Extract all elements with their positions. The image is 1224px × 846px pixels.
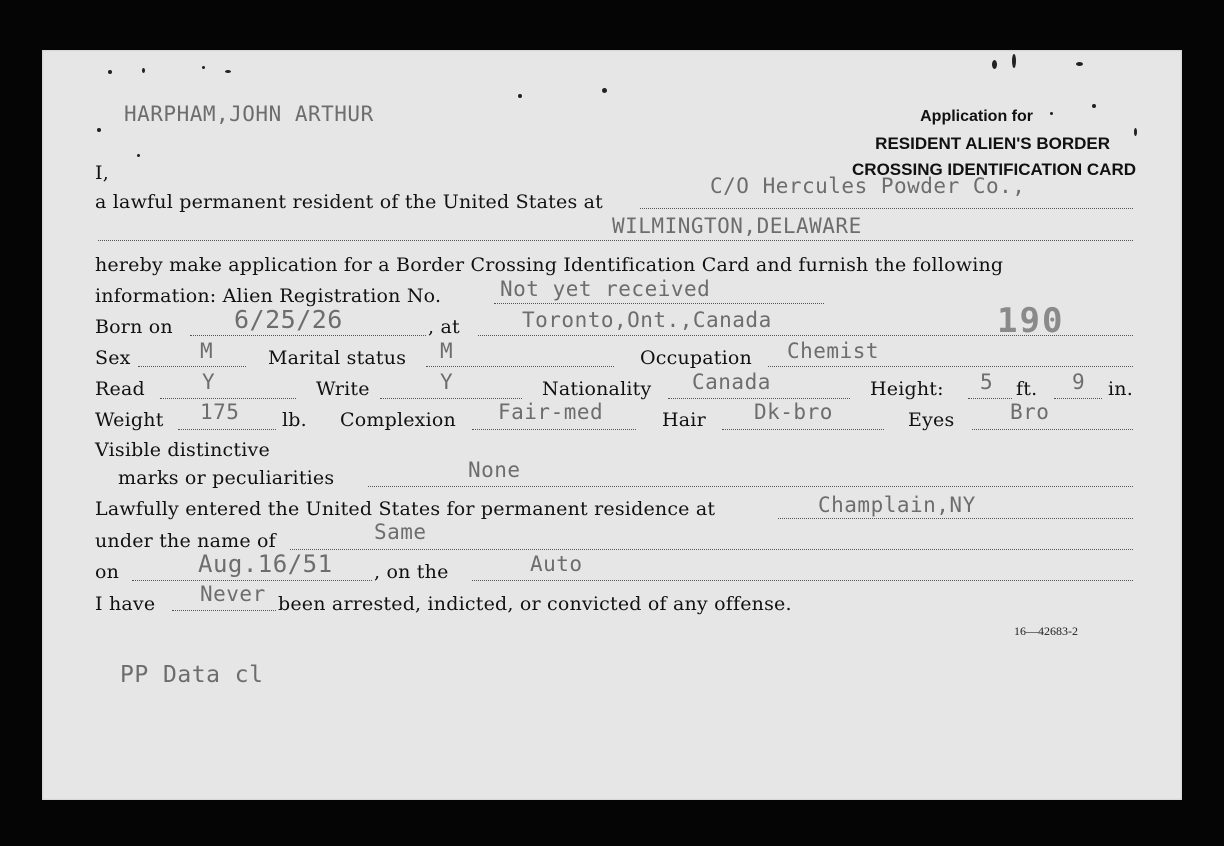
label-marital-status: Marital status <box>268 347 407 369</box>
entry-name-rule <box>290 549 1133 550</box>
sex-value: M <box>200 339 214 363</box>
entry-mode: Auto <box>530 552 583 576</box>
scan-speck <box>137 154 140 157</box>
scan-speck <box>225 70 231 73</box>
write-rule <box>380 398 522 399</box>
label-resident-at: a lawful permanent resident of the United States at <box>95 191 604 213</box>
write-value: Y <box>440 370 454 394</box>
nationality-rule <box>668 398 850 399</box>
complexion-value: Fair-med <box>498 400 604 424</box>
label-i-have: I have <box>95 593 156 615</box>
stamp-number: 190 <box>997 301 1065 341</box>
occupation-rule <box>768 366 1133 367</box>
entry-name: Same <box>374 520 427 544</box>
address-line-1: C/O Hercules Powder Co., <box>710 174 1026 198</box>
birth-date-rule <box>190 335 426 336</box>
complexion-rule <box>472 429 636 430</box>
birth-date: 6/25/26 <box>234 305 343 334</box>
scan-speck <box>142 68 145 73</box>
header-line-2: RESIDENT ALIEN'S BORDER <box>875 134 1110 153</box>
height-inches: 9 <box>1072 370 1086 394</box>
scan-speck <box>1134 128 1137 136</box>
label-hereby: hereby make application for a Border Crossing Identification Card and furnish the following <box>95 254 1004 276</box>
applicant-name: HARPHAM,JOHN ARTHUR <box>124 102 374 126</box>
label-lb: lb. <box>282 409 307 431</box>
eyes-rule <box>972 429 1133 430</box>
label-under-name: under the name of <box>95 530 276 552</box>
label-born-on: Born on <box>95 316 173 338</box>
entry-place: Champlain,NY <box>818 493 976 517</box>
sex-rule <box>138 366 246 367</box>
read-value: Y <box>202 370 216 394</box>
weight-value: 175 <box>200 400 240 424</box>
label-height: Height: <box>870 378 944 400</box>
entry-place-rule <box>778 518 1133 519</box>
height-inches-rule <box>1054 398 1102 399</box>
form-number: 16—42683-2 <box>1014 624 1078 638</box>
occupation-value: Chemist <box>787 339 880 363</box>
scan-speck <box>518 94 522 98</box>
label-information: information: Alien Registration No. <box>95 285 442 307</box>
label-offense: been arrested, indicted, or convicted of any offense. <box>278 593 792 615</box>
scan-speck <box>202 66 205 69</box>
alien-registration-number: Not yet received <box>500 277 711 301</box>
label-write: Write <box>316 378 370 400</box>
address-line-2: WILMINGTON,DELAWARE <box>612 214 862 238</box>
label-nationality: Nationality <box>542 378 652 400</box>
scan-speck <box>97 128 101 132</box>
label-eyes: Eyes <box>908 409 955 431</box>
alien-registration-rule <box>494 303 824 304</box>
scan-speck <box>1050 112 1053 115</box>
label-i: I, <box>95 162 109 184</box>
label-complexion: Complexion <box>340 409 456 431</box>
marital-status-rule <box>426 366 614 367</box>
header-line-3: CROSSING IDENTIFICATION CARD <box>852 160 1136 179</box>
label-on: on <box>95 561 120 583</box>
nationality-value: Canada <box>692 370 771 394</box>
label-on-the: , on the <box>374 561 449 583</box>
eyes-value: Bro <box>1010 400 1050 424</box>
marks-value: None <box>468 458 521 482</box>
application-card <box>42 50 1182 800</box>
height-feet: 5 <box>980 370 994 394</box>
header-line-1: Application for <box>920 108 1033 125</box>
entry-mode-rule <box>472 580 1133 581</box>
label-sex: Sex <box>95 347 131 369</box>
label-occupation: Occupation <box>640 347 752 369</box>
scan-speck <box>108 70 112 74</box>
label-marks-peculiarities: marks or peculiarities <box>118 467 335 489</box>
label-hair: Hair <box>662 409 706 431</box>
read-rule <box>160 398 296 399</box>
birth-place: Toronto,Ont.,Canada <box>522 308 772 332</box>
address-line-1-rule <box>640 208 1133 209</box>
bottom-note: PP Data cl <box>120 662 264 688</box>
label-at: , at <box>428 316 460 338</box>
label-in: in. <box>1108 378 1133 400</box>
scan-speck <box>1092 104 1096 108</box>
entry-date-rule <box>132 580 372 581</box>
label-visible-distinctive: Visible distinctive <box>95 439 270 461</box>
scan-speck <box>1076 62 1083 66</box>
height-feet-rule <box>968 398 1012 399</box>
marks-rule <box>368 486 1133 487</box>
marital-status-value: M <box>440 339 454 363</box>
weight-rule <box>178 429 276 430</box>
address-line-2-rule <box>98 240 1133 241</box>
arrested-value: Never <box>200 582 266 606</box>
arrested-rule <box>172 610 276 611</box>
scan-speck <box>992 60 997 69</box>
entry-date: Aug.16/51 <box>198 550 333 578</box>
scan-speck <box>1012 54 1016 68</box>
label-ft: ft. <box>1016 378 1038 400</box>
scan-speck <box>602 88 607 93</box>
label-lawfully-entered: Lawfully entered the United States for permanent residence at <box>95 498 716 520</box>
label-weight: Weight <box>95 409 164 431</box>
hair-value: Dk-bro <box>754 400 833 424</box>
label-read: Read <box>95 378 145 400</box>
hair-rule <box>722 429 884 430</box>
